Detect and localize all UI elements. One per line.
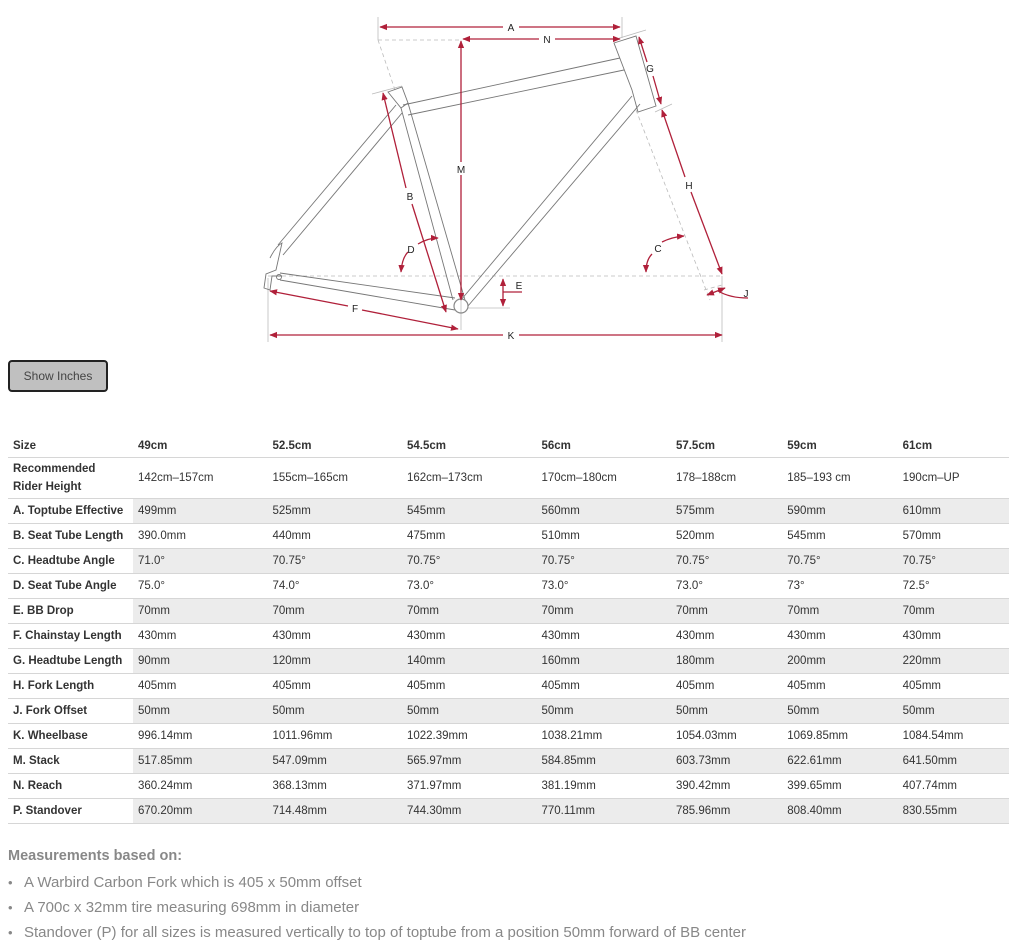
label-e: E: [515, 281, 523, 292]
table-cell: 996.14mm: [133, 724, 267, 749]
table-cell: 73.0°: [671, 574, 782, 599]
table-cell: 360.24mm: [133, 774, 267, 799]
table-cell: 70.75°: [402, 549, 536, 574]
table-cell: 70.75°: [782, 549, 897, 574]
table-cell: 50mm: [133, 699, 267, 724]
table-row: [8, 724, 1009, 749]
label-k: K: [507, 331, 515, 342]
label-f: F: [351, 304, 359, 315]
row-label: F. Chainstay Length: [8, 624, 133, 649]
table-cell: 575mm: [671, 499, 782, 524]
table-cell: 430mm: [898, 624, 1009, 649]
table-cell: 120mm: [267, 649, 401, 674]
table-cell: 510mm: [536, 524, 670, 549]
table-cell: 405mm: [133, 674, 267, 699]
table-row: [8, 649, 1009, 674]
table-cell: 405mm: [402, 674, 536, 699]
table-cell: 744.30mm: [402, 799, 536, 824]
bullet-icon: •: [8, 900, 13, 915]
table-cell: 70mm: [267, 599, 401, 624]
table-cell: 405mm: [671, 674, 782, 699]
table-row: [8, 624, 1009, 649]
extension-lines: [268, 17, 722, 342]
table-cell: 430mm: [671, 624, 782, 649]
table-cell: 72.5°: [898, 574, 1009, 599]
table-cell: 50mm: [536, 699, 670, 724]
table-cell: 785.96mm: [671, 799, 782, 824]
table-cell: 590mm: [782, 499, 897, 524]
table-cell: 405mm: [536, 674, 670, 699]
note-item: [8, 920, 1008, 945]
table-row: [8, 458, 1009, 499]
table-cell: 405mm: [898, 674, 1009, 699]
table-cell: 830.55mm: [898, 799, 1009, 824]
table-row: [8, 699, 1009, 724]
table-cell: 140mm: [402, 649, 536, 674]
table-cell: 430mm: [782, 624, 897, 649]
table-cell: 440mm: [267, 524, 401, 549]
table-cell: 50mm: [782, 699, 897, 724]
table-cell: 1069.85mm: [782, 724, 897, 749]
header-size-col: 57.5cm: [671, 434, 782, 458]
table-row: [8, 524, 1009, 549]
row-label: E. BB Drop: [8, 599, 133, 624]
row-label: C. Headtube Angle: [8, 549, 133, 574]
table-cell: 808.40mm: [782, 799, 897, 824]
table-cell: 73.0°: [536, 574, 670, 599]
table-cell: 50mm: [402, 699, 536, 724]
table-cell: 160mm: [536, 649, 670, 674]
table-cell: 74.0°: [267, 574, 401, 599]
table-cell: 75.0°: [133, 574, 267, 599]
table-cell: 70mm: [133, 599, 267, 624]
table-cell: 1022.39mm: [402, 724, 536, 749]
note-text: A Warbird Carbon Fork which is 405 x 50mm offset: [24, 874, 362, 891]
row-label: P. Standover: [8, 799, 133, 824]
row-label: N. Reach: [8, 774, 133, 799]
table-cell: 155cm–165cm: [267, 458, 401, 499]
label-a: A: [507, 23, 515, 34]
table-row: [8, 574, 1009, 599]
row-label: G. Headtube Length: [8, 649, 133, 674]
table-cell: 162cm–173cm: [402, 458, 536, 499]
table-cell: 407.74mm: [898, 774, 1009, 799]
table-header-row: [8, 434, 1009, 458]
note-text: A 700c x 32mm tire measuring 698mm in diameter: [24, 899, 360, 916]
table-cell: 714.48mm: [267, 799, 401, 824]
table-cell: 70mm: [402, 599, 536, 624]
table-cell: 180mm: [671, 649, 782, 674]
table-row: [8, 499, 1009, 524]
table-cell: 545mm: [782, 524, 897, 549]
table-cell: 50mm: [671, 699, 782, 724]
table-cell: 381.19mm: [536, 774, 670, 799]
table-cell: 475mm: [402, 524, 536, 549]
table-cell: 430mm: [267, 624, 401, 649]
table-cell: 547.09mm: [267, 749, 401, 774]
table-cell: 70mm: [782, 599, 897, 624]
table-cell: 1011.96mm: [267, 724, 401, 749]
header-size-col: 49cm: [133, 434, 267, 458]
table-row: [8, 774, 1009, 799]
header-size-col: 52.5cm: [267, 434, 401, 458]
table-cell: 70.75°: [536, 549, 670, 574]
table-cell: 178–188cm: [671, 458, 782, 499]
table-cell: 670.20mm: [133, 799, 267, 824]
table-cell: 770.11mm: [536, 799, 670, 824]
table-cell: 525mm: [267, 499, 401, 524]
table-cell: 70mm: [536, 599, 670, 624]
table-cell: 73°: [782, 574, 897, 599]
dimension-arrows: [270, 27, 748, 335]
show-inches-button[interactable]: Show Inches: [8, 360, 108, 392]
table-row: [8, 549, 1009, 574]
note-item: [8, 870, 1008, 895]
table-cell: 1084.54mm: [898, 724, 1009, 749]
label-j: J: [743, 289, 749, 300]
table-cell: 170cm–180cm: [536, 458, 670, 499]
table-cell: 499mm: [133, 499, 267, 524]
table-cell: 142cm–157cm: [133, 458, 267, 499]
table-cell: 70.75°: [671, 549, 782, 574]
table-cell: 50mm: [898, 699, 1009, 724]
table-cell: 70.75°: [898, 549, 1009, 574]
row-label: B. Seat Tube Length: [8, 524, 133, 549]
table-cell: 610mm: [898, 499, 1009, 524]
label-b: B: [406, 192, 414, 203]
table-cell: 517.85mm: [133, 749, 267, 774]
table-cell: 603.73mm: [671, 749, 782, 774]
table-cell: 560mm: [536, 499, 670, 524]
table-cell: 390.42mm: [671, 774, 782, 799]
table-cell: 430mm: [402, 624, 536, 649]
table-cell: 73.0°: [402, 574, 536, 599]
label-c: C: [654, 244, 662, 255]
table-cell: 190cm–UP: [898, 458, 1009, 499]
table-cell: 641.50mm: [898, 749, 1009, 774]
bullet-icon: •: [8, 875, 13, 890]
row-label: Recommended Rider Height: [8, 458, 133, 499]
row-label: K. Wheelbase: [8, 724, 133, 749]
label-h: H: [685, 181, 693, 192]
note-item: [8, 895, 1008, 920]
header-size-col: 61cm: [898, 434, 1009, 458]
notes-heading: Measurements based on:: [8, 848, 183, 864]
table-cell: 1054.03mm: [671, 724, 782, 749]
table-cell: 390.0mm: [133, 524, 267, 549]
table-cell: 220mm: [898, 649, 1009, 674]
measurement-notes: [8, 848, 1008, 945]
table-cell: 90mm: [133, 649, 267, 674]
header-size-col: 54.5cm: [402, 434, 536, 458]
label-m: M: [456, 165, 466, 176]
table-cell: 584.85mm: [536, 749, 670, 774]
table-cell: 1038.21mm: [536, 724, 670, 749]
table-cell: 622.61mm: [782, 749, 897, 774]
table-cell: 430mm: [536, 624, 670, 649]
header-size-col: 56cm: [536, 434, 670, 458]
header-size-col: 59cm: [782, 434, 897, 458]
table-cell: 185–193 cm: [782, 458, 897, 499]
row-label: M. Stack: [8, 749, 133, 774]
table-cell: 545mm: [402, 499, 536, 524]
table-cell: 520mm: [671, 524, 782, 549]
row-label: D. Seat Tube Angle: [8, 574, 133, 599]
row-label: J. Fork Offset: [8, 699, 133, 724]
table-cell: 70.75°: [267, 549, 401, 574]
frame-geometry-diagram: [0, 0, 1020, 350]
notes-list: [8, 870, 1008, 945]
bullet-icon: •: [8, 925, 13, 940]
label-g: G: [646, 64, 654, 75]
note-text: Standover (P) for all sizes is measured vertically to top of toptube from a position 50mm forward of BB center: [24, 924, 746, 941]
geometry-table: [8, 434, 1009, 824]
table-cell: 70mm: [898, 599, 1009, 624]
label-d: D: [407, 245, 415, 256]
label-n: N: [543, 35, 551, 46]
table-row: [8, 799, 1009, 824]
table-cell: 405mm: [782, 674, 897, 699]
table-cell: 371.97mm: [402, 774, 536, 799]
table-cell: 70mm: [671, 599, 782, 624]
table-cell: 368.13mm: [267, 774, 401, 799]
table-row: [8, 599, 1009, 624]
table-cell: 399.65mm: [782, 774, 897, 799]
table-row: [8, 749, 1009, 774]
header-size: Size: [8, 434, 133, 458]
table-cell: 565.97mm: [402, 749, 536, 774]
row-label: H. Fork Length: [8, 674, 133, 699]
table-cell: 570mm: [898, 524, 1009, 549]
row-label: A. Toptube Effective: [8, 499, 133, 524]
table-cell: 200mm: [782, 649, 897, 674]
table-row: [8, 674, 1009, 699]
table-cell: 405mm: [267, 674, 401, 699]
table-cell: 430mm: [133, 624, 267, 649]
table-cell: 50mm: [267, 699, 401, 724]
table-cell: 71.0°: [133, 549, 267, 574]
